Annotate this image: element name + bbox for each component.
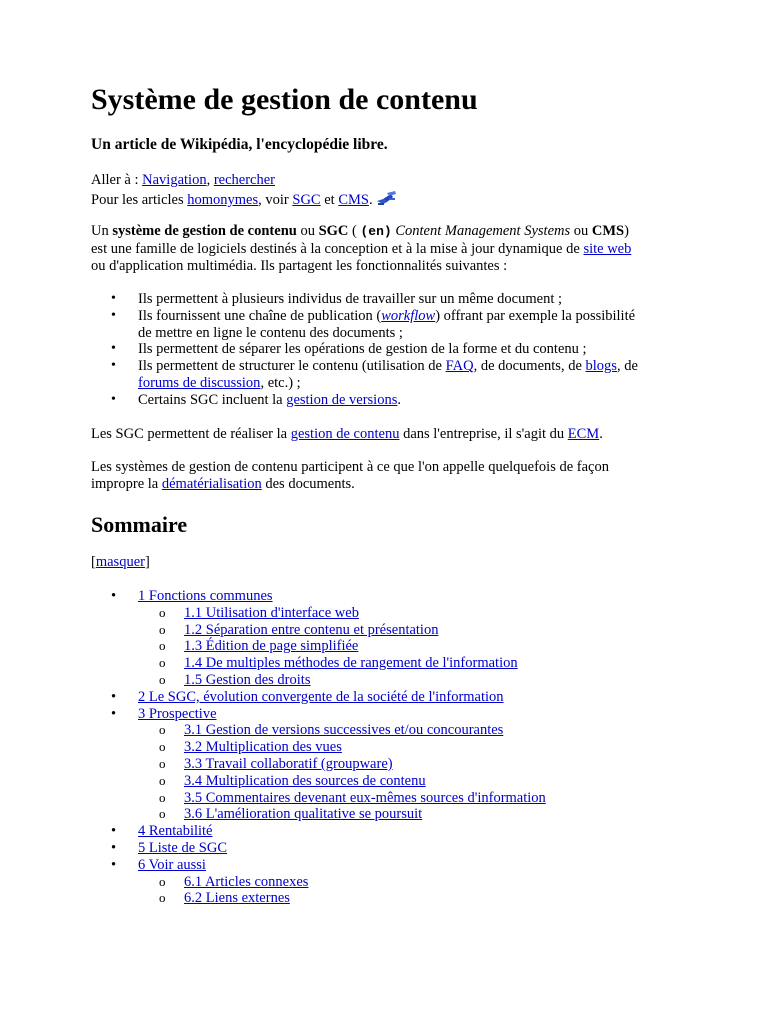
- homonymy-end: .: [368, 191, 373, 208]
- list-item: [91, 392, 701, 409]
- toc-item: [91, 672, 711, 689]
- paragraph-text: des documents.: [261, 475, 355, 492]
- homonymy-and: et: [320, 191, 339, 208]
- toc-link-1-5[interactable]: 1.5 Gestion des droits: [184, 671, 311, 688]
- sgc-link[interactable]: SGC: [292, 191, 321, 208]
- toc-link-3[interactable]: 3 Prospective: [138, 705, 217, 722]
- toc-link-2[interactable]: 2 Le SGC, évolution convergente de la société de l'information: [138, 688, 504, 705]
- toc-item: [91, 739, 711, 756]
- search-link[interactable]: rechercher: [213, 172, 275, 188]
- toc-link-1-4[interactable]: 1.4 De multiples méthodes de rangement de l'information: [184, 655, 518, 672]
- toc-item: [91, 706, 711, 723]
- toc-item: [91, 756, 711, 773]
- toc-item: [91, 655, 711, 672]
- intro-text: ): [624, 223, 629, 239]
- page-title: Système de gestion de contenu: [91, 83, 478, 116]
- toc-link-4[interactable]: 4 Rentabilité: [138, 823, 213, 840]
- jump-line: [91, 172, 397, 189]
- bracket: [: [91, 554, 96, 570]
- toc-link-3-5[interactable]: 3.5 Commentaires devenant eux-mêmes sources d'information: [184, 789, 546, 806]
- toc-item: [91, 622, 711, 639]
- toc-heading: Sommaire: [91, 512, 188, 537]
- faq-link[interactable]: FAQ: [445, 358, 474, 375]
- paragraph-text: impropre la: [91, 475, 162, 492]
- paragraph-text: dans l'entreprise, il s'agit du: [399, 426, 568, 442]
- paragraph-text: .: [599, 426, 603, 442]
- intro-text: ou: [570, 223, 592, 239]
- list-item: [91, 341, 701, 358]
- toc-item: [91, 823, 711, 840]
- toc-link-1[interactable]: 1 Fonctions communes: [138, 588, 273, 604]
- intro-acronym: SGC: [318, 223, 349, 239]
- toc-link-1-3[interactable]: 1.3 Édition de page simplifiée: [184, 638, 359, 655]
- feature-text: Ils permettent de séparer les opérations de gestion de la forme et du contenu ;: [138, 341, 587, 358]
- homonymy-note: [91, 189, 397, 209]
- intro-line-2: [91, 241, 691, 258]
- content-management-link[interactable]: gestion de contenu: [290, 426, 400, 442]
- blogs-link[interactable]: blogs: [585, 358, 617, 375]
- toc-item: [91, 857, 711, 874]
- intro-text: (: [348, 223, 361, 239]
- intro-english-term: Content Management Systems: [395, 223, 571, 239]
- site-web-link[interactable]: site web: [583, 240, 632, 257]
- toc-item: [91, 722, 711, 739]
- table-of-contents: [91, 588, 711, 907]
- toc-item: [91, 840, 711, 857]
- ecm-link[interactable]: ECM: [567, 426, 600, 442]
- toc-item: [91, 588, 711, 605]
- toc-link-3-2[interactable]: 3.2 Multiplication des vues: [184, 739, 342, 756]
- cms-link[interactable]: CMS: [338, 191, 369, 208]
- toc-link-3-6[interactable]: 3.6 L'amélioration qualitative se poursuit: [184, 806, 423, 823]
- disambiguation-icon: [375, 189, 397, 207]
- homonymy-prefix: Pour les articles: [91, 191, 188, 208]
- toc-link-5[interactable]: 5 Liste de SGC: [138, 839, 228, 856]
- intro-line-1: [91, 223, 691, 241]
- toc-toggle: [91, 554, 150, 571]
- toc-link-3-3[interactable]: 3.3 Travail collaboratif (groupware): [184, 755, 393, 772]
- intro-paragraph: [91, 223, 691, 274]
- toc-hide-link[interactable]: masquer: [95, 554, 145, 570]
- jump-separator: ,: [206, 172, 214, 188]
- feature-text: Ils permettent de structurer le contenu (utilisation de: [138, 358, 446, 375]
- list-item: [91, 308, 701, 342]
- toc-item: [91, 638, 711, 655]
- jump-links: [91, 172, 397, 209]
- site-subtitle: Un article de Wikipédia, l'encyclopédie libre.: [91, 136, 388, 153]
- toc-item: [91, 773, 711, 790]
- toc-link-3-1[interactable]: 3.1 Gestion de versions successives et/ou concourantes: [184, 722, 504, 739]
- jump-prefix: Aller à :: [91, 172, 143, 188]
- version-control-link[interactable]: gestion de versions: [286, 391, 398, 408]
- toc-item: [91, 806, 711, 823]
- feature-text: , de documents, de: [473, 358, 586, 375]
- homonymes-link[interactable]: homonymes: [187, 191, 259, 208]
- homonymy-mid: , voir: [258, 191, 293, 208]
- feature-text: ) offrant par exemple la possibilité: [435, 307, 636, 324]
- feature-text: .: [397, 391, 401, 408]
- paragraph-line: [91, 476, 609, 493]
- toc-link-6-1[interactable]: 6.1 Articles connexes: [184, 873, 309, 890]
- paragraph-line: Les systèmes de gestion de contenu participent à ce que l'on appelle quelquefois de façon: [91, 459, 609, 475]
- workflow-link[interactable]: workflow: [381, 307, 436, 324]
- toc-link-1-1[interactable]: 1.1 Utilisation d'interface web: [184, 604, 359, 621]
- feature-text: Certains SGC incluent la: [138, 391, 287, 408]
- toc-item: [91, 874, 711, 891]
- toc-link-3-4[interactable]: 3.4 Multiplication des sources de contenu: [184, 772, 426, 789]
- feature-line: [138, 358, 701, 375]
- feature-text: , etc.) ;: [260, 374, 301, 391]
- dematerialisation-link[interactable]: dématérialisation: [161, 475, 262, 492]
- ecm-paragraph: [91, 426, 603, 443]
- intro-text: Un: [91, 223, 113, 239]
- paragraph-text: Les SGC permettent de réaliser la: [91, 426, 291, 442]
- feature-line: [138, 375, 701, 392]
- intro-line-3: ou d'application multimédia. Ils partagent les fonctionnalités suivantes :: [91, 257, 508, 274]
- language-tag: (en): [360, 224, 392, 239]
- toc-item: [91, 790, 711, 807]
- bracket: ]: [144, 554, 150, 570]
- toc-link-6[interactable]: 6 Voir aussi: [138, 856, 206, 873]
- toc-link-1-2[interactable]: 1.2 Séparation entre contenu et présentation: [184, 621, 439, 638]
- intro-text: est une famille de logiciels destinés à la conception et à la mise à jour dynamique de: [91, 240, 584, 257]
- navigation-link[interactable]: Navigation: [142, 172, 207, 188]
- feature-text: Ils permettent à plusieurs individus de travailler sur un même document ;: [138, 291, 563, 307]
- toc-item: [91, 890, 711, 907]
- toc-item: [91, 605, 711, 622]
- intro-cms: CMS: [591, 223, 625, 239]
- feature-line: [138, 308, 701, 325]
- feature-text: , de: [616, 358, 638, 375]
- feature-text: Ils fournissent une chaîne de publication (: [138, 307, 382, 324]
- toc-item: [91, 689, 711, 706]
- intro-text: ou: [296, 223, 319, 239]
- feature-list: [91, 291, 701, 409]
- dematerialisation-paragraph: [91, 459, 609, 493]
- list-item: [91, 358, 701, 392]
- feature-line: de mettre en ligne le contenu des documents ;: [138, 324, 403, 341]
- forums-link[interactable]: forums de discussion: [138, 374, 261, 391]
- intro-term: système de gestion de contenu: [112, 223, 297, 239]
- list-item: [91, 291, 701, 308]
- toc-link-6-2[interactable]: 6.2 Liens externes: [184, 890, 290, 907]
